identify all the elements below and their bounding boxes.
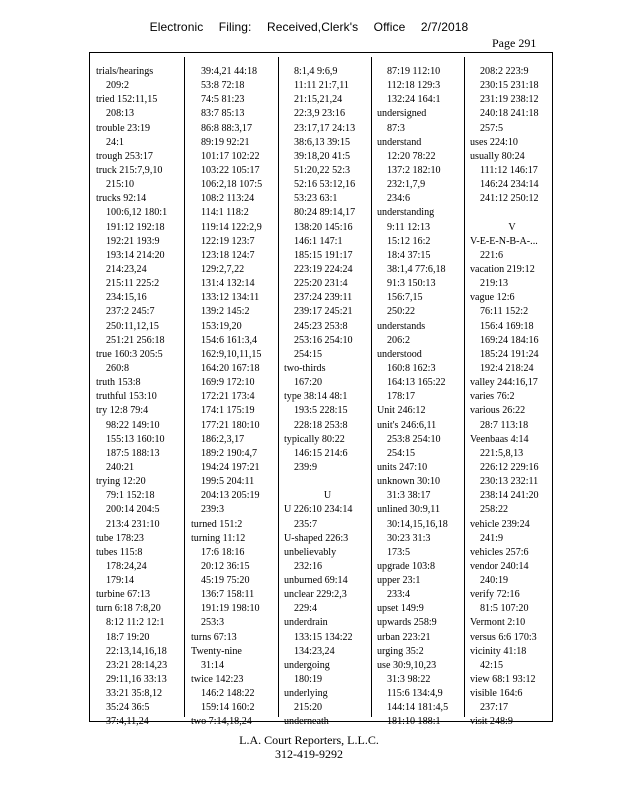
index-subentry: 123:18 124:7 [201,249,255,261]
index-subentry: 253:3 [201,617,224,629]
index-subentry: 239:3 [201,504,224,516]
index-subentry: 250:11,12,15 [106,320,159,332]
index-subentry: 79:1 152:18 [106,490,155,502]
index-subentry: 45:19 75:20 [201,575,250,587]
index-subentry: 131:4 132:14 [201,278,255,290]
index-subentry: 162:9,10,11,15 [201,348,262,360]
index-subentry: 39:18,20 41:5 [294,150,351,162]
section-letter: U [323,490,332,502]
index-subentry: 187:5 188:13 [106,447,160,459]
index-subentry: 136:7 158:11 [201,589,255,601]
index-entry: unit's 246:6,11 [377,419,437,431]
index-subentry: 232:1,7,9 [387,179,426,191]
index-entry: tubes 115:8 [96,546,143,558]
index-subentry: 8:1,4 9:6,9 [294,66,338,77]
index-entry: upwards 258:9 [377,617,437,629]
index-entry: turning 11:12 [191,532,246,544]
index-subentry: 214:23,24 [106,263,147,275]
index-entry: upper 23:1 [377,575,421,587]
index-subentry: 160:8 162:3 [387,362,436,374]
index-subentry: 215:10 [106,179,135,191]
index-subentry: 180:19 [294,674,323,686]
index-entry: vehicle 239:24 [470,518,530,530]
index-entry: trough 253:17 [96,150,153,162]
index-subentry: 177:21 180:10 [201,419,260,431]
index-subentry: 31:3 38:17 [387,490,431,502]
index-entry: undergoing [284,659,330,671]
index-subentry: 9:11 12:13 [387,221,431,233]
index-subentry: 164:20 167:18 [201,362,260,374]
index-entry: visit 248:9 [470,716,513,728]
index-entry: unknown 30:10 [377,476,441,488]
index-subentry: 146:1 147:1 [294,235,343,247]
index-column-5 [470,65,554,730]
index-entry: underlying [284,688,328,700]
index-subentry: 38:6,13 39:15 [294,136,351,148]
index-entry: vague 12:6 [470,292,515,304]
footer-phone: 312-419-9292 [275,747,343,761]
header-electronic: Electronic [149,20,204,34]
index-subentry: 221:6 [480,249,503,261]
index-entry: vehicles 257:6 [470,546,529,558]
index-subentry: 22:3,9 23:16 [294,108,346,120]
index-subentry: 237:24 239:11 [294,292,353,304]
index-entry: versus 6:6 170:3 [470,631,537,643]
index-subentry: 237:2 245:7 [106,306,155,318]
index-entry: valley 244:16,17 [470,377,538,389]
index-subentry: 253:16 254:10 [294,334,353,346]
index-subentry: 21:15,21,24 [294,94,343,106]
index-subentry: 87:19 112:10 [387,66,441,77]
index-subentry: 251:21 256:18 [106,334,165,346]
index-subentry: 42:15 [480,659,503,671]
index-subentry: 258:22 [480,504,509,516]
index-subentry: 238:14 241:20 [480,490,539,502]
index-subentry: 206:2 [387,334,410,346]
index-entry: Unit 246:12 [377,405,426,417]
index-entry: Twenty-nine [191,645,242,657]
index-subentry: 146:15 214:6 [294,447,348,459]
index-entry: units 247:10 [377,461,428,473]
index-subentry: 169:9 172:10 [201,377,255,389]
index-entry: unlined 30:9,11 [377,504,440,516]
index-entry: understanding [377,207,435,219]
index-subentry: 24:1 [106,136,124,148]
index-subentry: 254:15 [387,447,416,459]
index-subentry: 8:12 11:2 12:1 [106,617,165,629]
index-subentry: 156:7,15 [387,292,423,304]
index-column-2 [191,65,278,730]
index-subentry: 35:24 36:5 [106,702,150,714]
index-subentry: 15:12 16:2 [387,235,431,247]
index-column-3 [284,65,371,730]
index-subentry: 240:18 241:18 [480,108,539,120]
index-subentry: 28:7 113:18 [480,419,529,431]
blank-line [284,475,371,489]
index-entry: true 160:3 205:5 [96,348,163,360]
index-subentry: 53:23 63:1 [294,193,338,205]
index-subentry: 89:19 92:21 [201,136,250,148]
index-entry: trouble 23:19 [96,122,151,134]
index-subentry: 234:6 [387,193,410,205]
index-subentry: 33:21 35:8,12 [106,688,163,700]
index-subentry: 39:4,21 44:18 [201,66,258,77]
index-entry: two 7:14,18,24 [191,716,252,728]
index-subentry: 31:3 98:22 [387,674,431,686]
index-entry: truck 215:7,9,10 [96,164,163,176]
index-subentry: 30:14,15,16,18 [387,518,448,530]
index-column-1 [96,65,184,730]
index-entry: U-shaped 226:3 [284,532,349,544]
index-subentry: 146:2 148:22 [201,688,255,700]
index-subentry: 240:21 [106,461,135,473]
index-subentry: 193:5 228:15 [294,405,348,417]
index-subentry: 23:17,17 24:13 [294,122,356,134]
index-entry: understands [377,320,426,332]
index-subentry: 253:8 254:10 [387,433,441,445]
index-subentry: 108:2 113:24 [201,193,255,205]
index-subentry: 100:6,12 180:1 [106,207,168,219]
index-subentry: 38:1,4 77:6,18 [387,263,446,275]
index-subentry: 181:10 188:1 [387,716,441,728]
index-subentry: 167:20 [294,377,323,389]
index-subentry: 138:20 145:16 [294,221,353,233]
index-subentry: 103:22 105:17 [201,164,260,176]
index-entry: upgrade 103:8 [377,560,436,572]
index-entry: understood [377,348,422,360]
index-entry: use 30:9,10,23 [377,659,437,671]
index-subentry: 144:14 181:4,5 [387,702,449,714]
index-subentry: 133:12 134:11 [201,292,260,304]
index-subentry: 114:1 118:2 [201,207,249,219]
index-subentry: 245:23 253:8 [294,320,348,332]
column-divider [278,57,279,717]
index-entry: unbelievably [284,546,337,558]
header-office: Office [373,20,406,34]
index-subentry: 204:13 205:19 [201,490,260,502]
index-entry: underneath [284,716,329,728]
index-subentry: 260:8 [106,362,129,374]
index-subentry: 155:13 160:10 [106,433,165,445]
index-subentry: 189:2 190:4,7 [201,447,258,459]
index-subentry: 51:20,22 52:3 [294,164,351,176]
index-subentry: 178:17 [387,391,416,403]
index-subentry: 101:17 102:22 [201,150,260,162]
index-subentry: 239:9 [294,461,317,473]
index-subentry: 234:15,16 [106,292,147,304]
index-subentry: 30:23 31:3 [387,532,431,544]
index-entry: view 68:1 93:12 [470,674,536,686]
header-filing: Filing: [218,20,252,34]
index-subentry: 146:24 234:14 [480,179,539,191]
index-subentry: 129:2,7,22 [201,263,245,275]
index-entry: underdrain [284,617,328,629]
footer-company: L.A. Court Reporters, L.L.C. [239,733,379,747]
index-subentry: 18:7 19:20 [106,631,150,643]
index-subentry: 192:21 193:9 [106,235,160,247]
index-subentry: 219:13 [480,278,509,290]
column-divider [184,57,185,717]
column-divider [371,57,372,717]
index-subentry: 193:14 214:20 [106,249,165,261]
index-subentry: 228:18 253:8 [294,419,348,431]
index-subentry: 134:23,24 [294,645,335,657]
index-subentry: 239:17 245:21 [294,306,353,318]
index-subentry: 237:17 [480,702,509,714]
index-subentry: 11:11 21:7,11 [294,80,349,92]
index-subentry: 31:14 [201,659,224,671]
index-subentry: 194:24 197:21 [201,461,260,473]
index-subentry: 208:13 [106,108,135,120]
index-entry: turn 6:18 7:8,20 [96,603,161,615]
index-entry: typically 80:22 [284,433,345,445]
index-subentry: 112:18 129:3 [387,80,441,92]
index-entry: understand [377,136,422,148]
index-entry: unclear 229:2,3 [284,589,347,601]
index-subentry: 12:20 78:22 [387,150,436,162]
index-subentry: 257:5 [480,122,503,134]
index-entry: truthful 153:10 [96,391,157,403]
index-subentry: 229:4 [294,603,317,615]
page-number: Page 291 [492,36,537,50]
index-entry: undersigned [377,108,427,120]
column-divider [464,57,465,717]
index-subentry: 226:12 229:16 [480,461,539,473]
index-entry: visible 164:6 [470,688,523,700]
index-subentry: 164:13 165:22 [387,377,446,389]
index-subentry: 53:8 72:18 [201,80,245,92]
index-subentry: 230:15 231:18 [480,80,539,92]
index-subentry: 18:4 37:15 [387,249,431,261]
index-subentry: 91:3 150:13 [387,278,436,290]
index-subentry: 185:24 191:24 [480,348,539,360]
index-entry: varies 76:2 [470,391,515,403]
index-entry: upset 149:9 [377,603,424,615]
index-subentry: 76:11 152:2 [480,306,529,318]
efiling-header [0,20,618,34]
index-subentry: 137:2 182:10 [387,164,441,176]
index-subentry: 200:14 204:5 [106,504,160,516]
index-subentry: 250:22 [387,306,416,318]
index-subentry: 133:15 134:22 [294,631,353,643]
index-subentry: 98:22 149:10 [106,419,160,431]
index-subentry: 156:4 169:18 [480,320,534,332]
section-letter: V [508,221,516,233]
index-entry: Vermont 2:10 [470,617,526,629]
index-entry: vicinity 41:18 [470,645,527,657]
index-entry: twice 142:23 [191,674,244,686]
index-subentry: 132:24 164:1 [387,94,441,106]
index-subentry: 37:4,11,24 [106,716,149,728]
index-subentry: 221:5,8,13 [480,447,524,459]
index-entry: urban 223:21 [377,631,431,643]
index-subentry: 154:6 161:3,4 [201,334,258,346]
index-subentry: 80:24 89:14,17 [294,207,356,219]
index-subentry: 208:2 223:9 [480,66,529,77]
index-entry: vendor 240:14 [470,560,529,572]
index-subentry: 23:21 28:14,23 [106,659,168,671]
index-entry: trying 12:20 [96,476,146,488]
index-subentry: 172:21 173:4 [201,391,255,403]
index-subentry: 115:6 134:4,9 [387,688,443,700]
index-entry: turbine 67:13 [96,589,151,601]
index-entry: verify 72:16 [470,589,520,601]
index-subentry: 185:15 191:17 [294,249,353,261]
index-subentry: 173:5 [387,546,410,558]
index-subentry: 225:20 231:4 [294,278,348,290]
index-subentry: 139:2 145:2 [201,306,250,318]
index-subentry: 174:1 175:19 [201,405,255,417]
index-subentry: 169:24 184:16 [480,334,539,346]
index-subentry: 17:6 18:16 [201,546,245,558]
index-subentry: 178:24,24 [106,560,147,572]
index-entry: turned 151:2 [191,518,243,530]
index-entry: vacation 219:12 [470,263,535,275]
index-entry: turns 67:13 [191,631,237,643]
index-subentry: 153:19,20 [201,320,242,332]
index-subentry: 179:14 [106,575,135,587]
index-entry: truth 153:8 [96,377,141,389]
index-subentry: 119:14 122:2,9 [201,221,262,233]
index-subentry: 199:5 204:11 [201,476,255,488]
index-entry: unburned 69:14 [284,575,348,587]
index-subentry: 86:8 88:3,17 [201,122,253,134]
index-subentry: 215:20 [294,702,323,714]
index-subentry: 241:9 [480,532,503,544]
index-subentry: 209:2 [106,80,129,92]
index-subentry: 191:12 192:18 [106,221,165,233]
index-subentry: 22:13,14,16,18 [106,645,167,657]
index-subentry: 111:12 146:17 [480,164,538,176]
index-subentry: 241:12 250:12 [480,193,539,205]
index-subentry: 29:11,16 33:13 [106,674,167,686]
index-entry: V-E-E-N-B-A-... [470,235,538,247]
index-entry: usually 80:24 [470,150,525,162]
blank-line [470,206,554,220]
index-entry: tried 152:11,15 [96,94,158,106]
index-subentry: 254:15 [294,348,323,360]
index-entry: tube 178:23 [96,532,144,544]
index-subentry: 232:16 [294,560,323,572]
index-column-4 [377,65,464,730]
index-subentry: 20:12 36:15 [201,560,250,572]
index-subentry: 231:19 238:12 [480,94,539,106]
index-subentry: 159:14 160:2 [201,702,255,714]
index-entry: two-thirds [284,362,326,374]
index-subentry: 233:4 [387,589,410,601]
index-subentry: 81:5 107:20 [480,603,529,615]
index-subentry: 83:7 85:13 [201,108,245,120]
index-subentry: 215:11 225:2 [106,278,160,290]
index-subentry: 223:19 224:24 [294,263,353,275]
index-entry: U 226:10 234:14 [284,504,353,516]
index-subentry: 191:19 198:10 [201,603,260,615]
index-subentry: 52:16 53:12,16 [294,179,356,191]
index-subentry: 230:13 232:11 [480,476,539,488]
index-subentry: 87:3 [387,122,405,134]
index-entry: try 12:8 79:4 [96,405,149,417]
index-entry: uses 224:10 [470,136,518,148]
index-subentry: 235:7 [294,518,317,530]
index-subentry: 240:19 [480,575,509,587]
index-subentry: 192:4 218:24 [480,362,534,374]
index-entry: trials/hearings [96,66,154,77]
index-subentry: 186:2,3,17 [201,433,245,445]
index-subentry: 106:2,18 107:5 [201,179,263,191]
header-received-clerks: Received,Clerk's [266,20,359,34]
index-entry: urging 35:2 [377,645,424,657]
index-subentry: 213:4 231:10 [106,518,160,530]
index-entry: trucks 92:14 [96,193,147,205]
index-entry: type 38:14 48:1 [284,391,348,403]
index-entry: various 26:22 [470,405,526,417]
index-subentry: 122:19 123:7 [201,235,255,247]
index-subentry: 74:5 81:23 [201,94,245,106]
word-index-box [89,52,553,728]
header-date: 2/7/2018 [420,20,469,34]
index-entry: Veenbaas 4:14 [470,433,529,445]
